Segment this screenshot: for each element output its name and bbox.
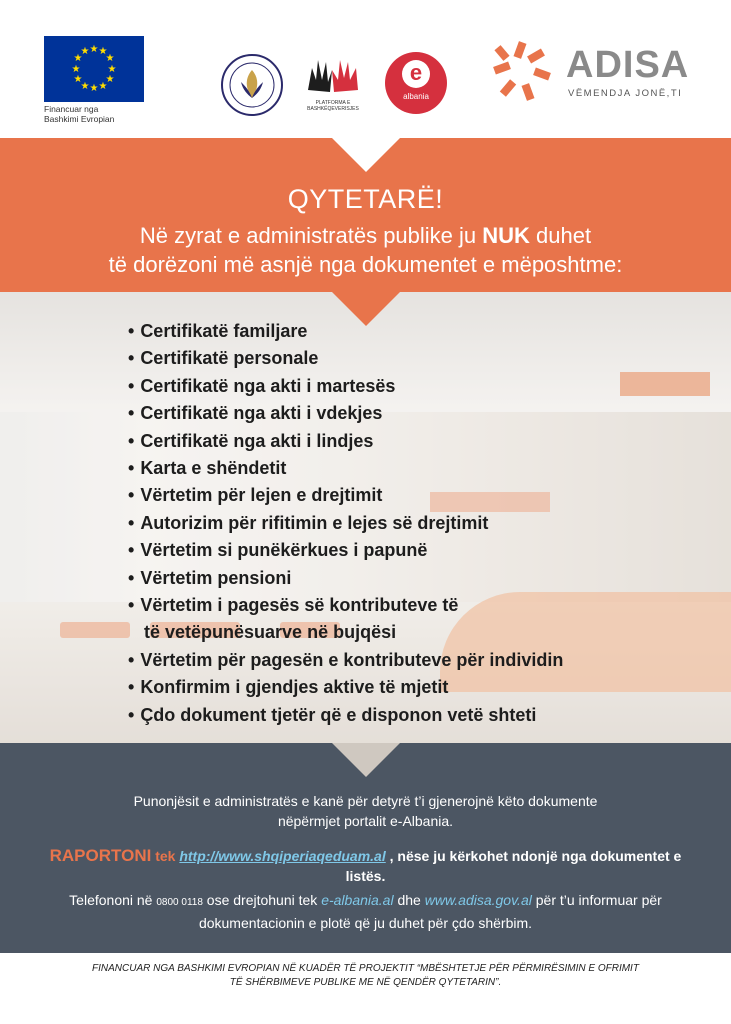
report-link[interactable]: http://www.shqiperiaqeduam.al xyxy=(179,848,386,864)
documents-list xyxy=(128,318,563,729)
phone-post: për t’u informuar për dokumentacionin e plotë që ju duhet për çdo shërbim. xyxy=(198,892,662,931)
document-item: • Certifikatë nga akti i martesës xyxy=(128,373,563,400)
document-item: • Konfirmim i gjendjes aktive të mjetit xyxy=(128,674,563,701)
svg-text:★: ★ xyxy=(89,83,99,94)
svg-text:★: ★ xyxy=(89,44,99,55)
info-paragraph xyxy=(0,791,731,831)
subtitle-line1-post: duhet xyxy=(529,223,592,248)
svg-text:★: ★ xyxy=(107,64,117,75)
footer-line2: TË SHËRBIMEVE PUBLIKE ME NË QENDËR QYTETARIN”. xyxy=(229,977,502,988)
eu-flag-logo xyxy=(44,36,144,102)
document-item: • Çdo dokument tjetër që e disponon vetë shteti xyxy=(128,702,563,729)
phone-mid: ose drejtohuni tek xyxy=(202,892,322,908)
report-rest: , nëse ju kërkohet ndonjë nga dokumentet e listës. xyxy=(345,848,682,884)
svg-text:★: ★ xyxy=(105,53,115,64)
document-item: • Certifikatë personale xyxy=(128,345,563,372)
document-item-continuation: të vetëpunësuarve në bujqësi xyxy=(144,622,397,643)
document-item: • Vërtetim i pagesës së kontributeve të të vetëpunësuarve në bujqësi xyxy=(128,592,563,647)
ministry-seal-logo xyxy=(221,54,283,116)
info-line2: nëpërmjet portalit e-Albania. xyxy=(277,813,454,829)
contact-paragraph xyxy=(20,890,711,933)
eu-caption xyxy=(44,104,114,124)
footer-funding-note xyxy=(0,962,731,990)
document-item: • Certifikatë familjare xyxy=(128,318,563,345)
banner-notch xyxy=(332,138,400,172)
subtitle-line1-pre: Në zyrat e administratës publike ju xyxy=(139,223,483,248)
adisa-link[interactable]: www.adisa.gov.al xyxy=(424,892,532,908)
phone-number: 0800 0118 xyxy=(156,897,203,908)
e-albania-logo xyxy=(385,52,447,114)
document-item: • Certifikatë nga akti i vdekjes xyxy=(128,400,563,427)
report-paragraph xyxy=(40,846,691,886)
eu-caption-line1: Financuar nga xyxy=(44,104,99,114)
svg-text:★: ★ xyxy=(98,46,108,57)
document-item: • Vërtetim pensioni xyxy=(128,565,563,592)
document-item: • Autorizim për rifitimin e lejes së drejtimit xyxy=(128,510,563,537)
banner-subtitle xyxy=(0,221,731,279)
info-line1: Punonjësit e administratës e kanë për detyrë t’i gjenerojnë këto dokumente xyxy=(133,793,598,809)
svg-text:★: ★ xyxy=(73,53,83,64)
adisa-tagline: VËMENDJA JONË,TI xyxy=(568,88,683,99)
phone-pre: Telefononi në xyxy=(69,892,157,908)
svg-text:★: ★ xyxy=(73,74,83,85)
svg-text:★: ★ xyxy=(80,81,90,92)
document-item: • Certifikatë nga akti i lindjes xyxy=(128,428,563,455)
adisa-mark-icon xyxy=(492,40,552,102)
svg-text:★: ★ xyxy=(105,74,115,85)
subtitle-line2: të dorëzoni më asnjë nga dokumentet e mëposhtme: xyxy=(108,252,623,277)
svg-text:★: ★ xyxy=(80,46,90,57)
document-item: • Vërtetim për pagesën e kontributeve për individin xyxy=(128,647,563,674)
e-albania-letter: e xyxy=(402,60,430,88)
document-item: • Vërtetim si punëkërkues i papunë xyxy=(128,537,563,564)
subtitle-emphasis: NUK xyxy=(482,223,530,248)
report-label: RAPORTONI xyxy=(49,846,152,865)
info-notch xyxy=(332,743,400,777)
document-item: • Vërtetim për lejen e drejtimit xyxy=(128,482,563,509)
svg-text:★: ★ xyxy=(71,64,81,75)
eu-caption-line2: Bashkimi Evropian xyxy=(44,114,115,124)
svg-text:★: ★ xyxy=(98,81,108,92)
and-word: dhe xyxy=(393,892,425,908)
e-albania-link[interactable]: e-albania.al xyxy=(321,892,394,908)
banner-title: QYTETARË! xyxy=(287,184,444,214)
footer-line1: FINANCUAR NGA BASHKIMI EVROPIAN NË KUADËR TË PROJEKTIT “MBËSHTETJE PËR PËRMIRËSIMIN E OFRIMIT xyxy=(92,963,639,974)
adisa-wordmark: ADISA xyxy=(566,44,690,86)
document-item: • Karta e shëndetit xyxy=(128,455,563,482)
report-tek: tek xyxy=(151,848,180,864)
e-albania-text: albania xyxy=(403,92,429,101)
header xyxy=(0,0,731,138)
platform-caption: PLATFORMA E BASHKËQEVERISJES xyxy=(307,100,359,112)
